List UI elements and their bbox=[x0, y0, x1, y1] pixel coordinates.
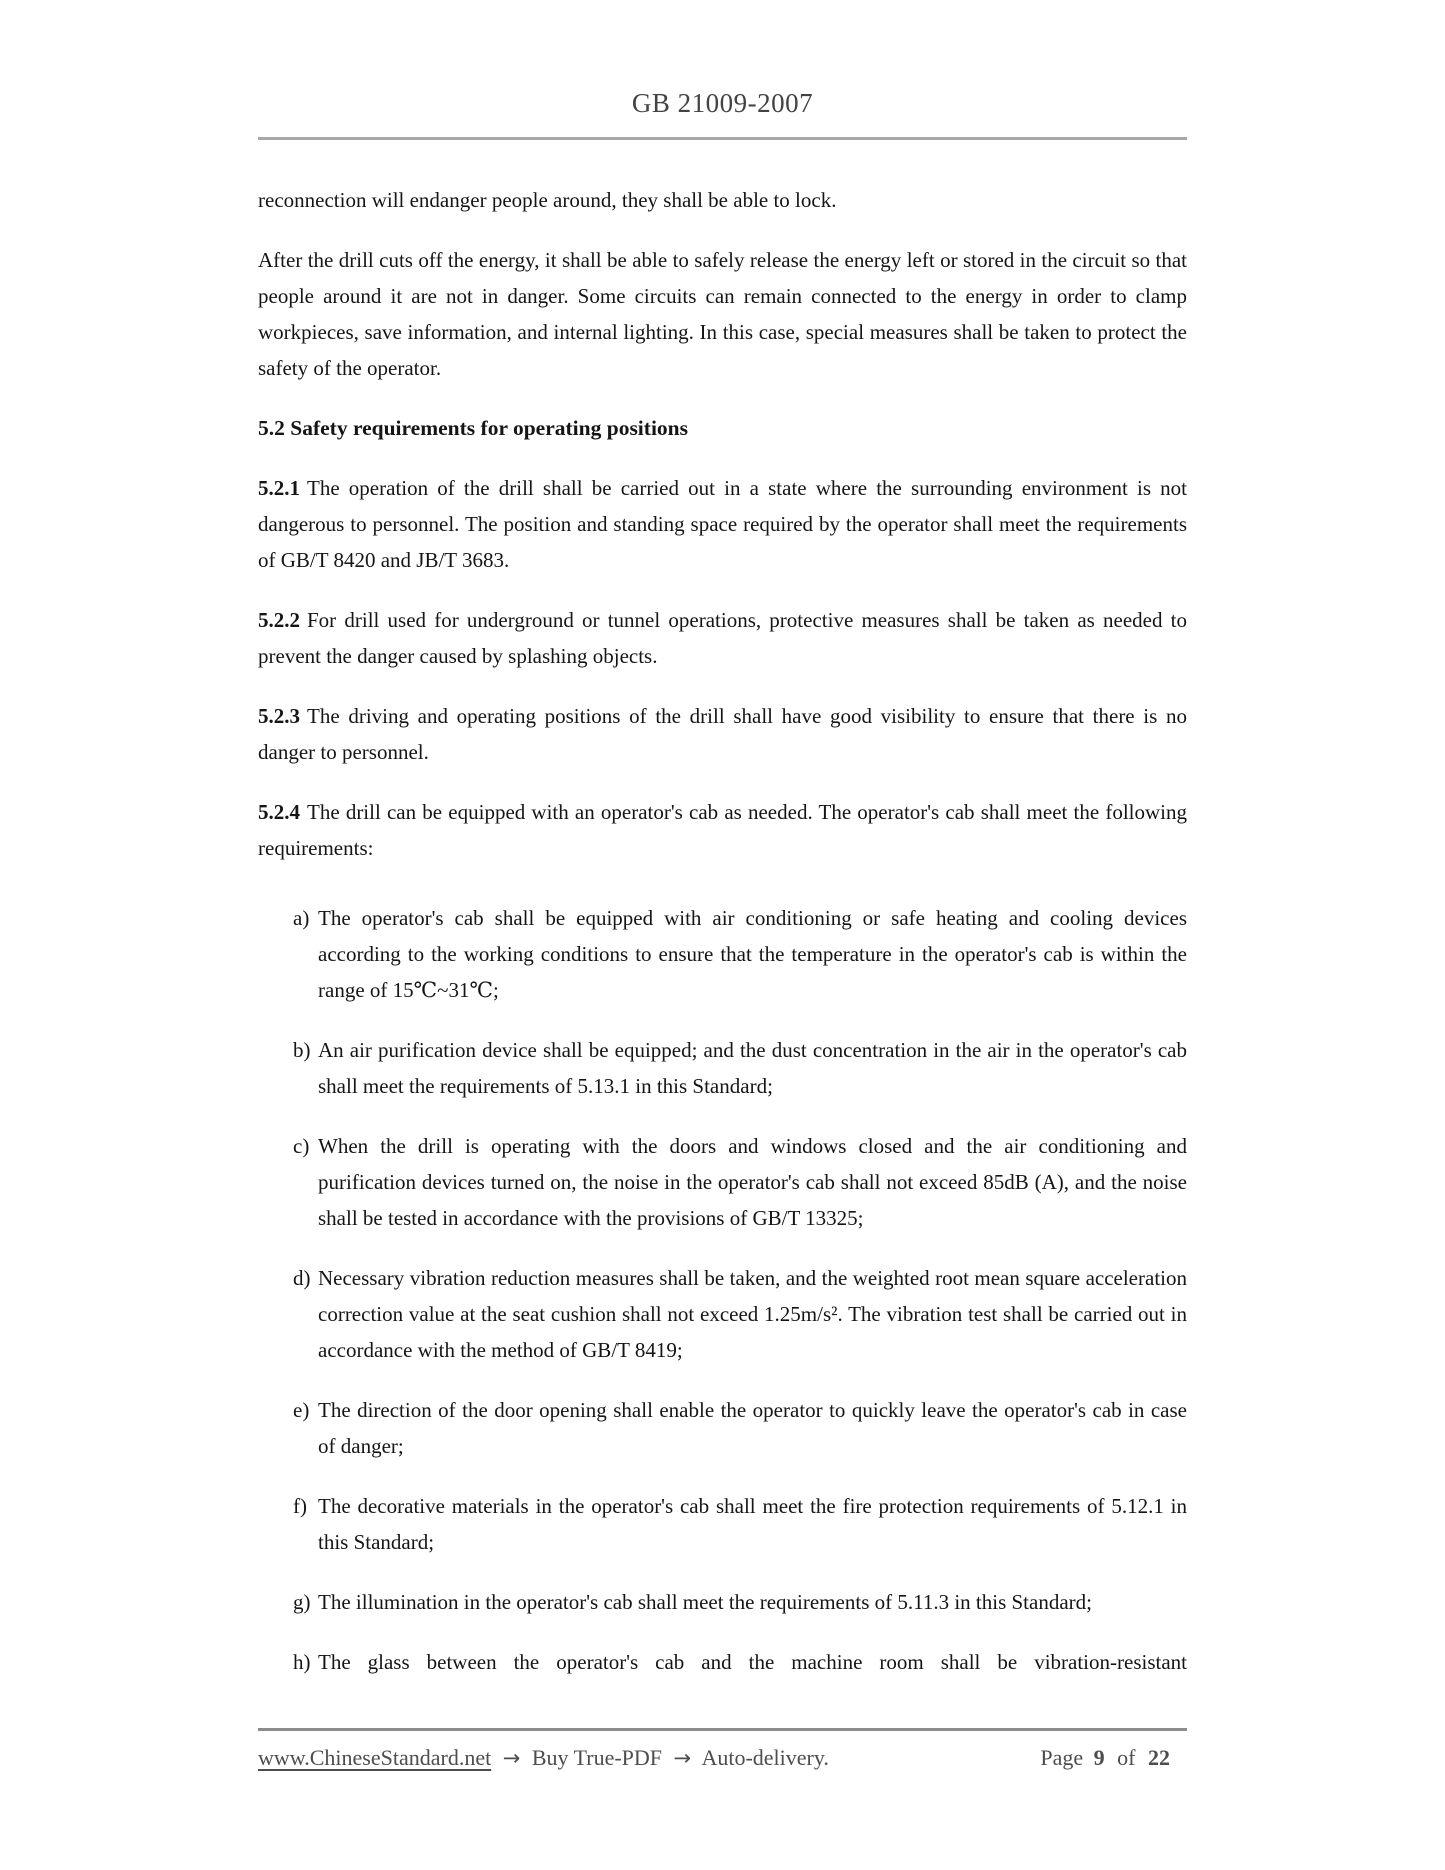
page-title: GB 21009-2007 bbox=[631, 88, 814, 118]
section-paragraph-5-2-2 bbox=[258, 602, 1187, 674]
section-text: For drill used for underground or tunnel operations, protective measures shall be taken as needed to prevent the danger caused by splashing objects. bbox=[258, 608, 1187, 668]
requirements-list bbox=[258, 900, 1187, 1680]
section-number: 5.2.1 bbox=[258, 476, 300, 500]
list-item-e bbox=[258, 1392, 1187, 1464]
list-item-d bbox=[258, 1260, 1187, 1368]
list-item-text: The glass between the operator's cab and the machine room shall be vibration-resistant bbox=[318, 1650, 1187, 1674]
page-label: Page bbox=[1040, 1745, 1084, 1770]
list-marker: d) bbox=[293, 1266, 311, 1290]
list-item-f bbox=[258, 1488, 1187, 1560]
arrow-icon: → bbox=[673, 1746, 692, 1770]
section-paragraph-5-2-3 bbox=[258, 698, 1187, 770]
list-item-h bbox=[258, 1644, 1187, 1680]
section-number: 5.2.4 bbox=[258, 800, 300, 824]
section-text: The drill can be equipped with an operator's cab as needed. The operator's cab shall meet the following requirements: bbox=[258, 800, 1187, 860]
paragraph: After the drill cuts off the energy, it shall be able to safely release the energy left or stored in the circuit so that people around it are not in danger. Some circuits can remain connected to the energy in order to clamp workpieces, save information, and internal lighting. In this case, special measures shall be taken to protect the safety of the operator. bbox=[258, 248, 1187, 380]
list-marker: e) bbox=[293, 1398, 310, 1422]
list-item-b bbox=[258, 1032, 1187, 1104]
page-footer bbox=[258, 1728, 1187, 1774]
website-link[interactable]: www.ChineseStandard.net bbox=[258, 1745, 492, 1770]
section-text: The operation of the drill shall be carried out in a state where the surrounding environment is not dangerous to personnel. The position and standing space required by the operator shall meet the requirements of GB/T 8420 and JB/T 3683. bbox=[258, 476, 1187, 572]
page-total-number: 22 bbox=[1148, 1745, 1170, 1770]
list-item-g bbox=[258, 1584, 1187, 1620]
arrow-icon: → bbox=[502, 1746, 521, 1770]
section-number: 5.2.2 bbox=[258, 608, 300, 632]
list-item-text: An air purification device shall be equipped; and the dust concentration in the air in the operator's cab shall meet the requirements of 5.13.1 in this Standard; bbox=[318, 1038, 1187, 1098]
list-item-text: The direction of the door opening shall enable the operator to quickly leave the operator's cab in case of danger; bbox=[318, 1398, 1187, 1458]
list-item-c bbox=[258, 1128, 1187, 1236]
list-item-text: When the drill is operating with the doors and windows closed and the air conditioning and purification devices turned on, the noise in the operator's cab shall not exceed 85dB (A), and the noise shall be tested in accordance with the provisions of GB/T 13325; bbox=[318, 1134, 1187, 1230]
of-label: of bbox=[1117, 1745, 1136, 1770]
footer-delivery-text: Auto-delivery. bbox=[701, 1745, 829, 1770]
footer-buy-text: Buy True-PDF bbox=[531, 1745, 663, 1770]
list-marker: a) bbox=[293, 906, 310, 930]
list-item-text: Necessary vibration reduction measures shall be taken, and the weighted root mean square acceleration correction value at the seat cushion shall not exceed 1.25m/s². The vibration test shall be carried out in accordance with the method of GB/T 8419; bbox=[318, 1266, 1187, 1362]
list-item-text: The operator's cab shall be equipped with air conditioning or safe heating and cooling devices according to the working conditions to ensure that the temperature in the operator's cab is within the range of 15℃~31℃; bbox=[318, 906, 1187, 1002]
document-body bbox=[258, 143, 1187, 1704]
section-text: The driving and operating positions of the drill shall have good visibility to ensure that there is no danger to personnel. bbox=[258, 704, 1187, 764]
section-number: 5.2.3 bbox=[258, 704, 300, 728]
page-indicator bbox=[1040, 1742, 1187, 1774]
list-marker: g) bbox=[293, 1590, 311, 1614]
list-marker: f) bbox=[293, 1494, 307, 1518]
section-heading: 5.2 Safety requirements for operating positions bbox=[258, 416, 688, 440]
list-marker: b) bbox=[293, 1038, 311, 1062]
section-paragraph-5-2-1 bbox=[258, 470, 1187, 578]
list-marker: h) bbox=[293, 1650, 311, 1674]
page-header bbox=[258, 0, 1187, 140]
section-paragraph-5-2-4 bbox=[258, 794, 1187, 866]
list-item-text: The decorative materials in the operator's cab shall meet the fire protection requirements of 5.12.1 in this Standard; bbox=[318, 1494, 1187, 1554]
footer-info bbox=[258, 1742, 829, 1774]
header-divider bbox=[258, 137, 1187, 140]
list-marker: c) bbox=[293, 1134, 310, 1158]
list-item-a bbox=[258, 900, 1187, 1008]
paragraph-continuation: reconnection will endanger people around, they shall be able to lock. bbox=[258, 188, 837, 212]
page-current-number: 9 bbox=[1093, 1745, 1105, 1770]
list-item-text: The illumination in the operator's cab shall meet the requirements of 5.11.3 in this Standard; bbox=[318, 1590, 1092, 1614]
